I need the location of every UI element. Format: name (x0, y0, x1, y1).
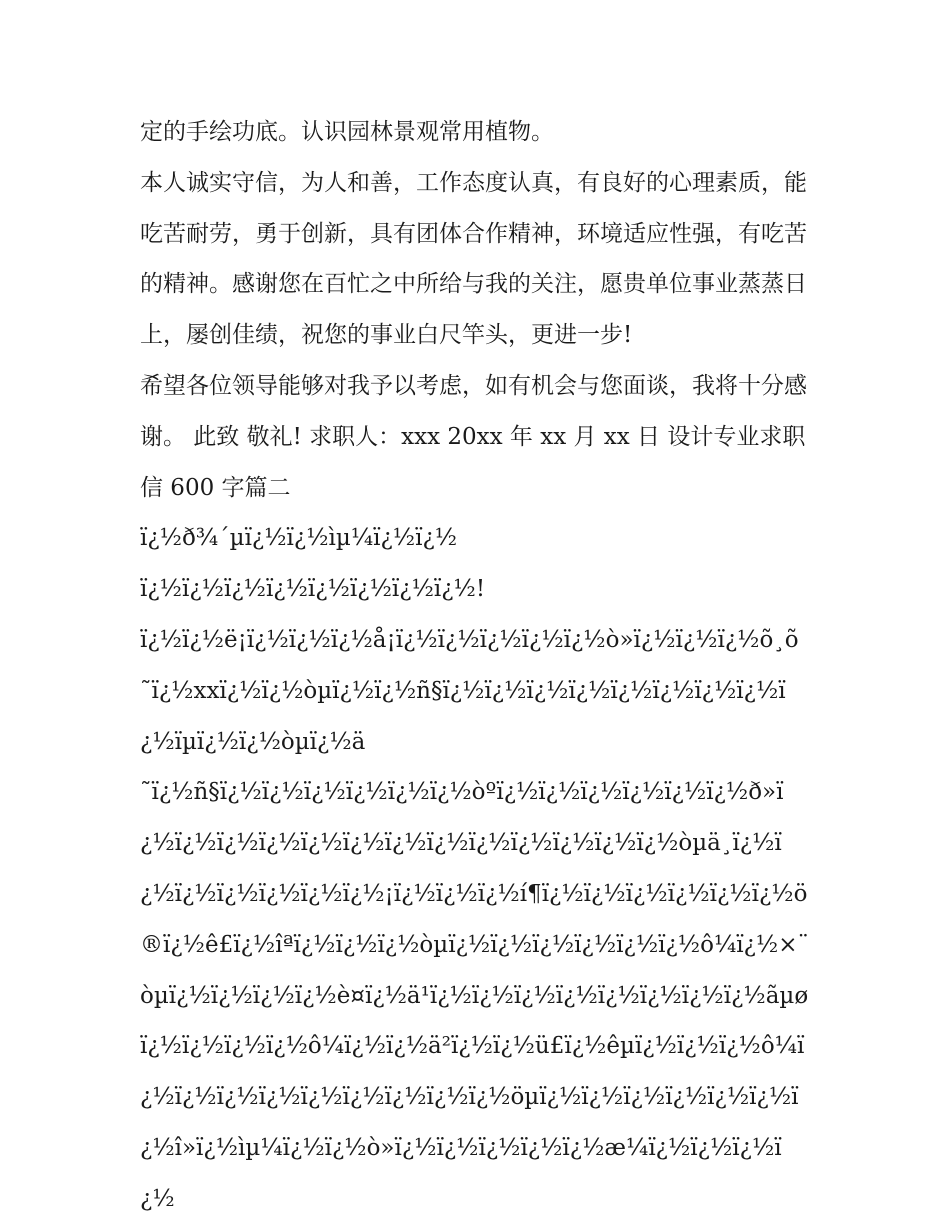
garbled-line-3: ï¿½ï¿½ë¡ï¿½ï¿½ï¿½å¡ï¿½ï¿½ï¿½ï¿½ï¿½ò»ï¿½ï¿½ï¿½õ¸õ (140, 626, 799, 653)
garbled-paragraph-1: ˜ï¿½xxï¿½ï¿½òµï¿½ï¿½ñ§ï¿½ï¿½ï¿½ï¿½ï¿½ï¿½ï¿½ï¿½ï¿½ïµï¿½ï¿½òµï¿½ä (140, 677, 786, 755)
garbled-line-1: ï¿½ð¾´µï¿½ï¿½ìµ¼ï¿½ï¿½ (140, 525, 458, 552)
paragraph-3: 希望各位领导能够对我予以考虑，如有机会与您面谈，我将十分感谢。 此致 敬礼! 求职人：xxx 20xx 年 xx 月 xx 日 设计专业求职信 600 字篇二 (140, 372, 807, 501)
garbled-paragraph-2: ˜ï¿½ñ§ï¿½ï¿½ï¿½ï¿½ï¿½ï¿½òºï¿½ï¿½ï¿½ï¿½ï¿½ï¿½ð»ï¿½ï¿½ï¿½ï¿½ï¿½ï¿½ï¿½ï¿½ï¿½ï¿½ï¿½ï¿½ï¿½òµä¸ï¿½ï¿½ï¿½ï¿½ï¿½ï¿½ï¿½¡ï¿½ï¿½ï¿½í¶ï¿½ï¿½ï¿½ï¿½ï¿½ï¿½ö®ï¿½ê£ï¿½îªï¿½ï¿½ï¿½òµï¿½ï¿½ï¿½ï¿½ï¿½ï¿½ô¼ï¿½×¨òµï¿½ï¿½ï¿½ï¿½è¤ï¿½ä¹ï¿½ï¿½ï¿½ï¿½ï¿½ï¿½ï¿½ï¿½ãµøï¿½ï¿½ï¿½ï¿½ô¼ï¿½ï¿½ä²ï¿½ï¿½ü£ï¿½êµï¿½ï¿½ï¿½ô¼ï¿½ï¿½ï¿½ï¿½ï¿½ï¿½ï¿½ï¿½ï¿½öµï¿½ï¿½ï¿½ï¿½ï¿½ï¿½ï¿½î»ï¿½ìµ¼ï¿½ï¿½ò»ï¿½ï¿½ï¿½ï¿½ï¿½æ¼ï¿½ï¿½ï¿½ï¿½ (140, 779, 809, 1212)
paragraph-2: 本人诚实守信，为人和善，工作态度认真，有良好的心理素质，能吃苦耐劳，勇于创新，具有团体合作精神，环境适应性强，有吃苦的精神。感谢您在百忙之中所给与我的关注，愿贵单位事业蒸蒸日上，屡创佳绩，祝您的事业白尺竿头，更进一步! (140, 169, 807, 349)
document-body (140, 107, 812, 1225)
garbled-line-2: ï¿½ï¿½ï¿½ï¿½ï¿½ï¿½ï¿½ï¿½! (140, 576, 486, 603)
paragraph-1: 定的手绘功底。认识园林景观常用植物。 (140, 119, 554, 145)
